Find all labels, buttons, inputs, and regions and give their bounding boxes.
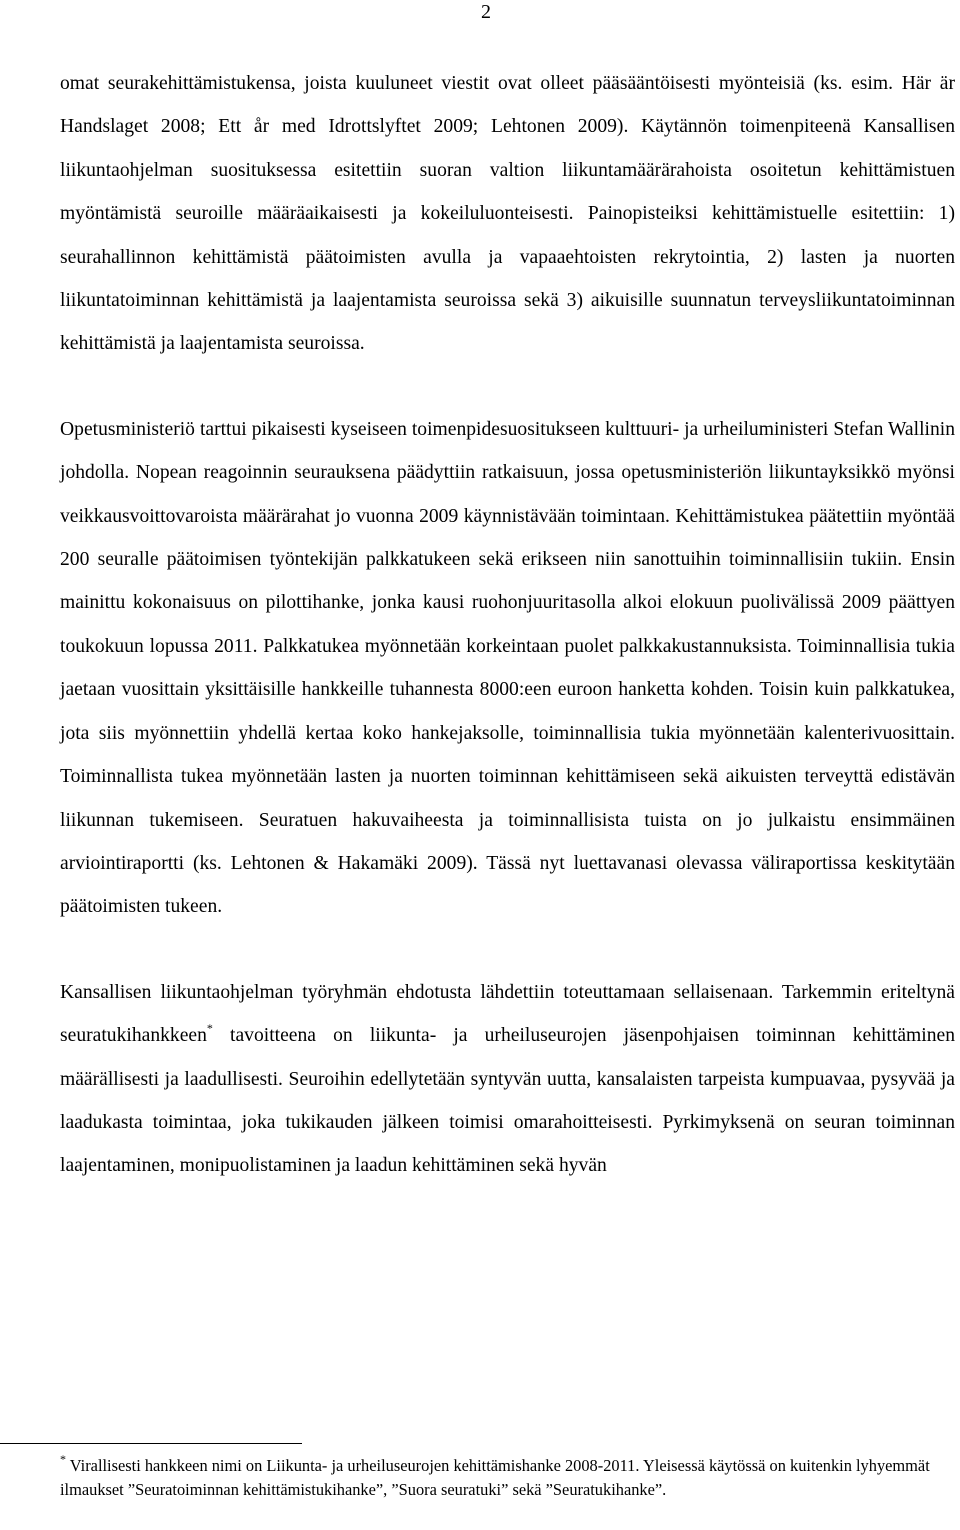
page-number: 2	[481, 1, 491, 23]
footnote-separator	[0, 1443, 302, 1444]
body-text	[60, 62, 955, 1188]
paragraph-3-text-before: Kansallisen liikuntaohjelman työryhmän ehdotusta lähdettiin toteuttamaan sellaisenaan. Tarkemmin eriteltynä seuratukihankkeen	[60, 981, 955, 1047]
footnote	[60, 1454, 940, 1502]
paragraph-3-text-after: tavoitteena on liikunta- ja urheiluseurojen jäsenpohjaisen toiminnan kehittäminen määrällisesti ja laadullisesti. Seuroihin edellytetään syntyvän uutta, kansalaisten tarpeista kumpuavaa, pysyvää ja laadukasta toimintaa, joka tukikauden jälkeen toimisi omarahoitteisesti. Pyrkimyksenä on seuran toiminnan laajentaminen, monipuolistaminen ja laadun kehittäminen sekä hyvän	[60, 1025, 955, 1177]
footnote-mark: *	[60, 1452, 66, 1466]
paragraph-3	[60, 971, 955, 1188]
paragraph-1: omat seurakehittämistukensa, joista kuuluneet viestit ovat olleet pääsääntöisesti myönteisiä (ks. esim. Här är Handslaget 2008; Ett år med Idrottslyftet 2009; Lehtonen 2009). Käytännön toimenpiteenä Kansallisen liikuntaohjelman suosituksessa esitettiin suoran valtion liikuntamäärärahoista osoitetun kehittämistuen myöntämistä seuroille määräaikaisesti ja kokeiluluonteisesti. Painopisteiksi kehittämistuelle esitettiin: 1) seurahallinnon kehittämistä päätoimisten avulla ja vapaaehtoisten rekrytointia, 2) lasten ja nuorten liikuntatoiminnan kehittämistä ja laajentamista seuroissa sekä 3) aikuisille suunnatun terveysliikuntatoiminnan kehittämistä ja laajentamista seuroissa.	[60, 73, 955, 355]
footnote-reference-mark: *	[206, 1021, 213, 1036]
paragraph-2: Opetusministeriö tarttui pikaisesti kyseiseen toimenpidesuositukseen kulttuuri- ja urheiluministeri Stefan Wallinin johdolla. Nopean reagoinnin seurauksena päädyttiin ratkaisuun, jossa opetusministeriön liikuntayksikkö myönsi veikkausvoittovaroista määrärahat jo vuonna 2009 käynnistävään toimintaan. Kehittämistukea päätettiin myöntää 200 seuralle päätoimisen työntekijän palkkatukeen sekä erikseen niin sanottuihin toiminnallisiin tukiin. Ensin mainittu kokonaisuus on pilottihanke, jonka kausi ruohonjuuritasolla alkoi elokuun puolivälissä 2009 päättyen toukokuun lopussa 2011. Palkkatukea myönnetään korkeintaan puolet palkkakustannuksista. Toiminnallisia tukia jaetaan vuosittain yksittäisille hankkeille tuhannesta 8000:een euroon hanketta kohden. Toisin kuin palkkatukea, jota siis myönnettiin yhdellä kertaa koko hankejaksolle, toiminnallisia tukia myönnetään kalenterivuosittain. Toiminnallista tukea myönnetään lasten ja nuorten toiminnan kehittämiseen sekä aikuisten terveyttä edistävän liikunnan tukemiseen. Seuratuen hakuvaiheesta ja toiminnallisista tuista on jo julkaistu ensimmäinen arviointiraportti (ks. Lehtonen & Hakamäki 2009). Tässä nyt luettavanasi olevassa väliraportissa keskitytään päätoimisten tukeen.	[60, 418, 955, 918]
footnote-text: Virallisesti hankkeen nimi on Liikunta- ja urheiluseurojen kehittämishanke 2008-2011. Yleisessä käytössä on kuitenkin lyhyemmät ilmaukset ”Seuratoiminnan kehittämistukihanke”, ”Suora seuratuki” sekä ”Seuratukihanke”.	[60, 1456, 930, 1499]
